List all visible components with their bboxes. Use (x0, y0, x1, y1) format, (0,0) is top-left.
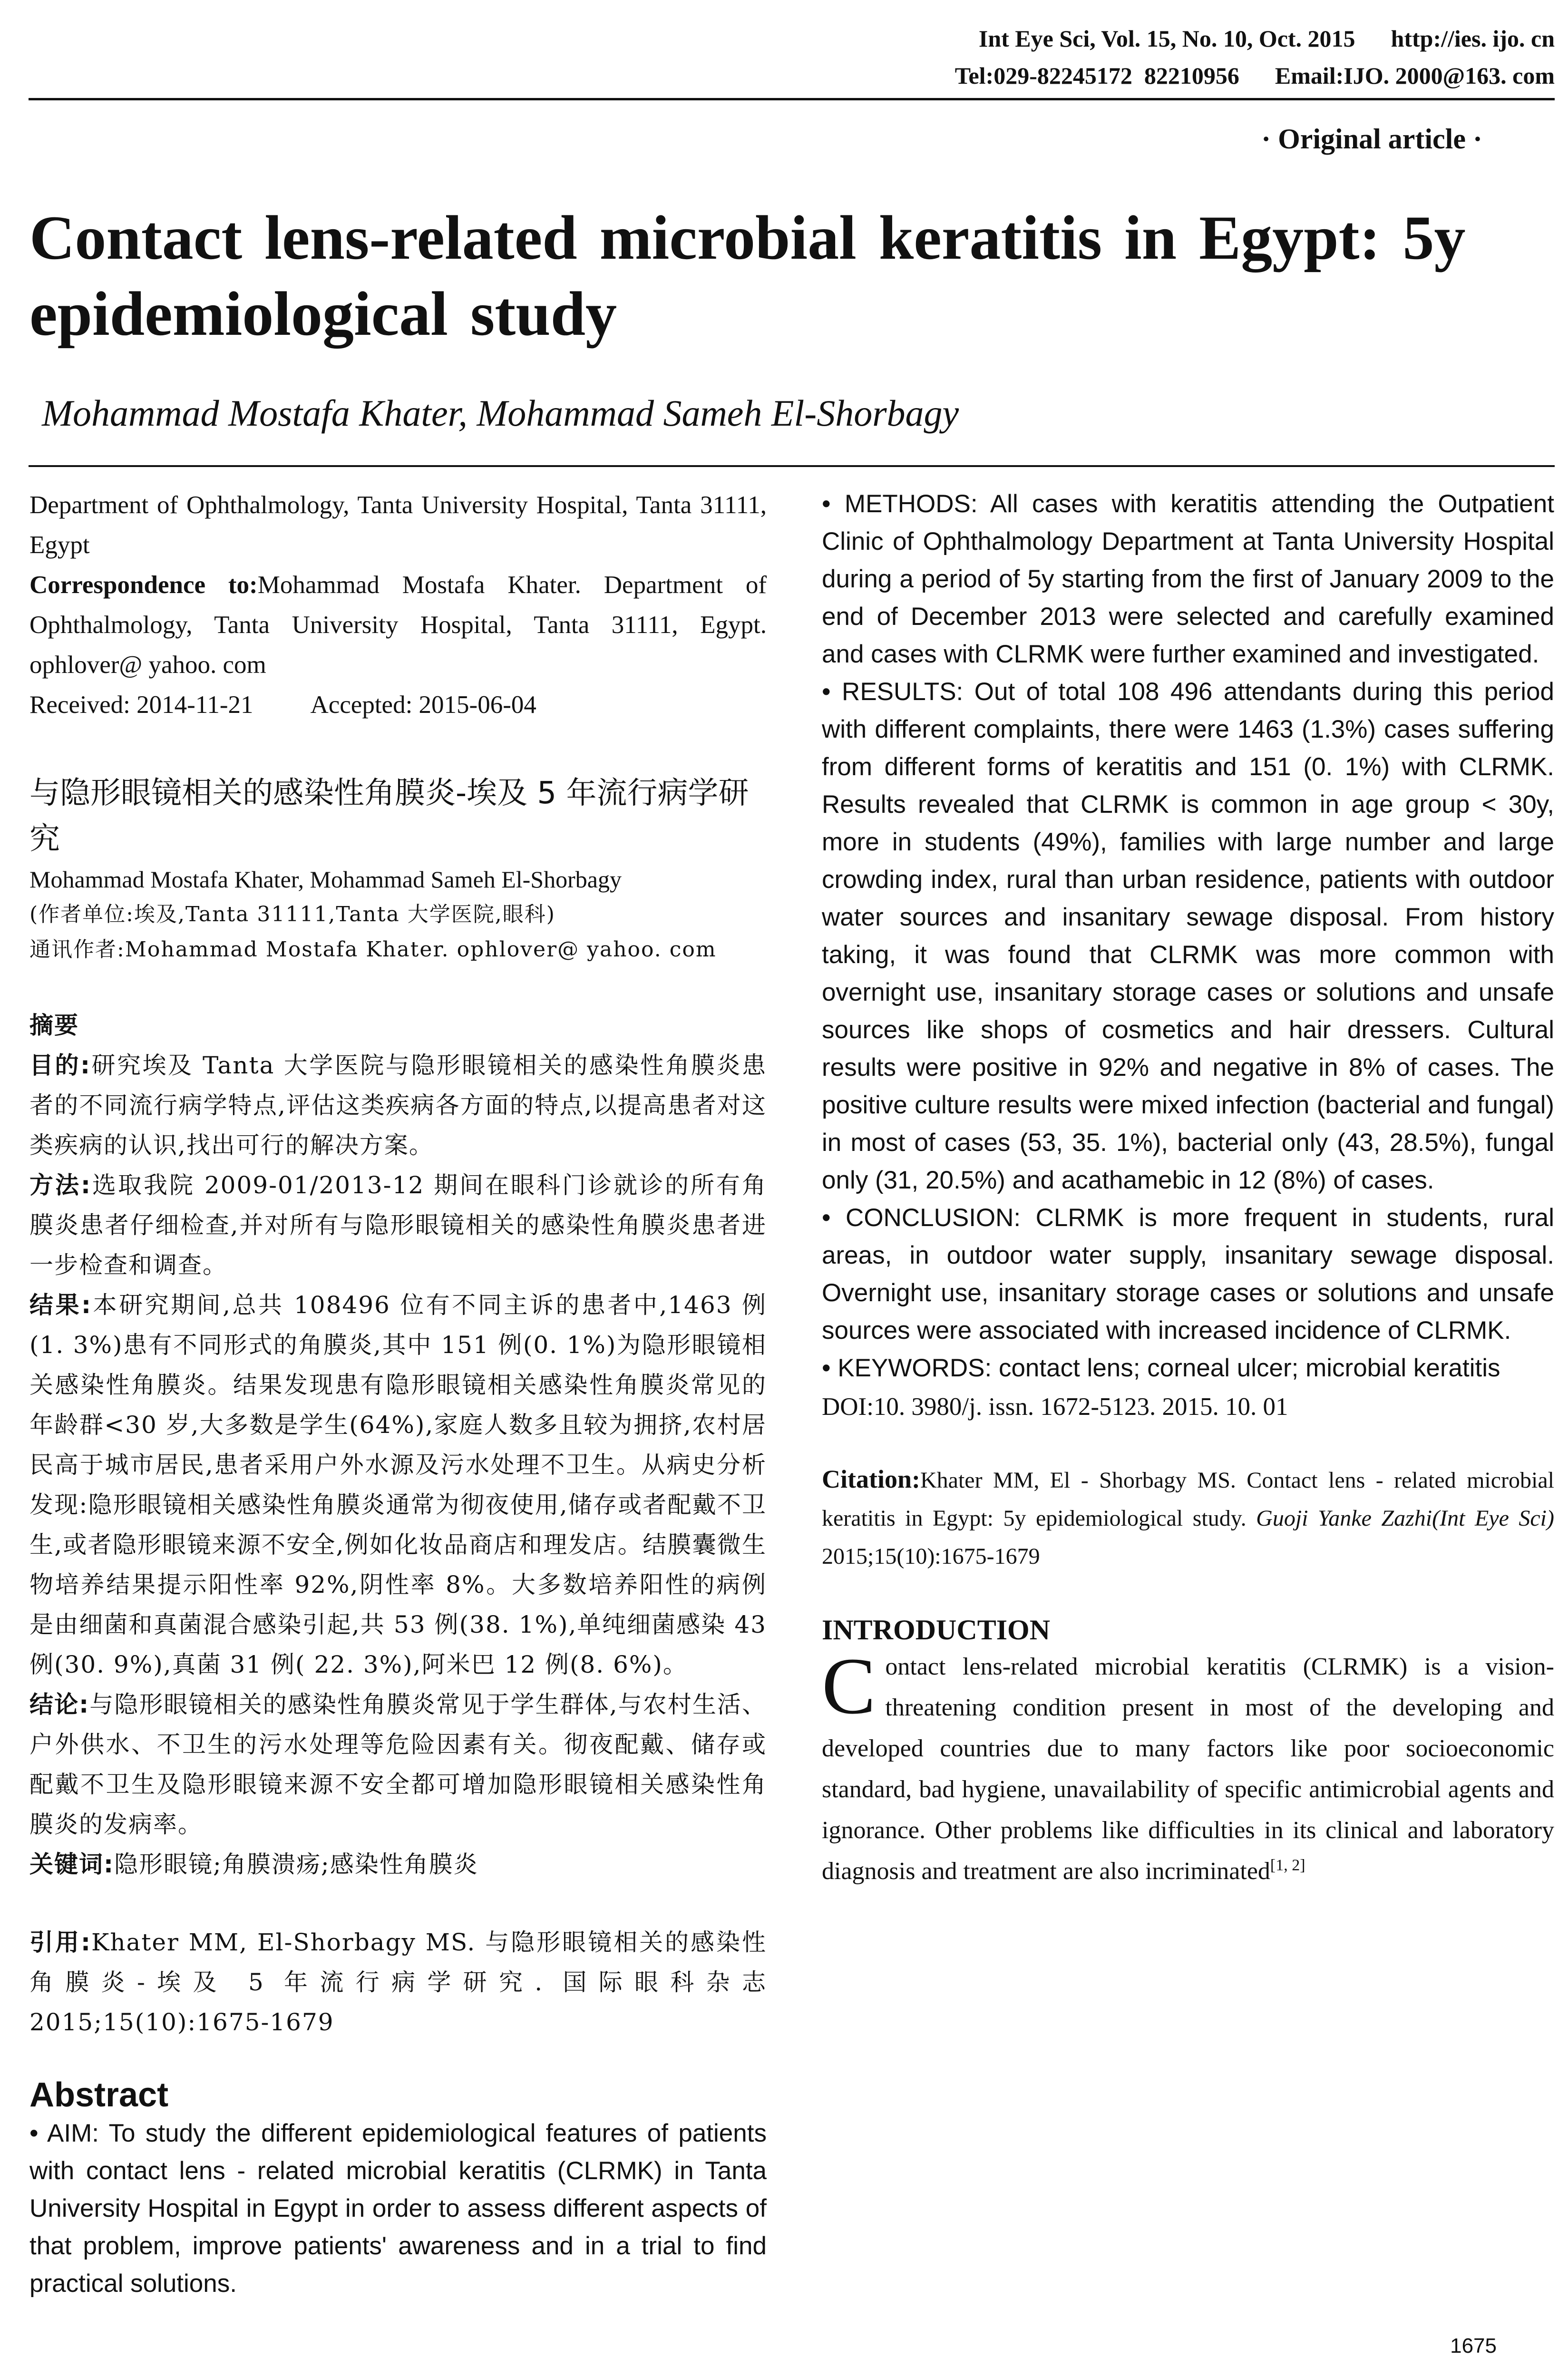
aim-text: To study the different epidemiological features of patients with contact lens - related microbial keratitis (CLRMK) in Tanta University Hospital in Egypt in order to assess different aspects of that problem, improve patients' awareness and in a trial to find practical solutions. (29, 2119, 767, 2298)
citation: Citation:Khater MM, El - Shorbagy MS. Contact lens - related microbial keratitis in Egypt: 5y epidemiological study. Guoji Yanke Zazhi(Int Eye Sci) 2015;15(10):1675-1679 (822, 1465, 1555, 1569)
dates (29, 685, 767, 725)
cn-citation-text: Khater MM, El-Shorbagy MS. 与隐形眼镜相关的感染性角膜炎-埃及 5 年流行病学研究. 国际眼科杂志 2015;15(10):1675-1679 (29, 1929, 767, 2036)
left-column (29, 485, 767, 2302)
journal-info: Int Eye Sci, Vol. 15, No. 10, Oct. 2015 (978, 25, 1355, 52)
keywords-label: • KEYWORDS: (822, 1354, 992, 1382)
methods-label: • METHODS: (822, 490, 978, 518)
cn-keywords-label: 关键词: (29, 1851, 114, 1878)
abstract-results (822, 673, 1554, 1199)
cn-results-text: 本研究期间,总共 108496 位有不同主诉的患者中,1463 例(1. 3%)患有不同形式的角膜炎,其中 151 例(0. 1%)为隐形眼镜相关感染性角膜炎。结果发现患有隐形眼镜相关感染性角膜炎常见的年龄群<30 岁,大多数是学生(64%),家庭人数多且较为拥挤,农村居民高于城市居民,患者采用户外水源及污水处理不卫生。从病史分析发现:隐形眼镜相关感染性角膜炎通常为彻夜使用,储存或者配戴不卫生,或者隐形眼镜来源不安全,例如化妆品商店和理发店。结膜囊微生物培养结果提示阳性率 92%,阴性率 8%。大多数培养阳性的病例是由细菌和真菌混合感染引起,共 53 例(38. 1%),单纯细菌感染 43 例(30. 9%),真菌 31 例( 22. 3%),阿米巴 12 例(8. 6%)。 (29, 1291, 767, 1678)
cn-authors: Mohammad Mostafa Khater, Mohammad Sameh El-Shorbagy (29, 866, 622, 893)
article-title: Contact lens-related microbial keratitis in Egypt: 5y epidemiological study (29, 203, 1466, 349)
authors: Mohammad Mostafa Khater, Mohammad Sameh El-Shorbagy (42, 392, 959, 434)
cn-results-label: 结果: (29, 1291, 92, 1319)
results-text: Out of total 108 496 attendants during this period with different complaints, there were 1463 (1.3%) cases suffering from different forms of keratitis and 151 (0. 1%) with CLRMK. Results revealed that CLRMK is common in age group < 30y, more in students (49%), families with large number and large crowding index, rural than urban residence, patients with outdoor water sources and insanitary sewage disposal. From history taking, it was found that CLRMK was more common with overnight use, insanitary storage cases or solutions and unsafe sources like shops of cosmetics and hair dressers. Cultural results were positive in 92% and negative in 8% of cases. The positive culture results were mixed infection (bacterial and fungal) in most of cases (53, 35. 1%), bacterial only (43, 28.5%), fungal only (31, 20.5%) and acathamebic in 12 (8%) of cases. (822, 678, 1554, 1194)
cn-results (29, 1285, 767, 1685)
received-date: Received: 2014-11-21 (29, 691, 253, 719)
cn-methods-label: 方法: (29, 1171, 91, 1199)
drop-cap: C (822, 1641, 876, 1731)
introduction-text (822, 1641, 1554, 1892)
header-rule (29, 98, 1555, 100)
cn-methods-text: 选取我院 2009-01/2013-12 期间在眼科门诊就诊的所有角膜炎患者仔细检查,并对所有与隐形眼镜相关的感染性角膜炎患者进一步检查和调查。 (29, 1171, 767, 1279)
introduction-body: ontact lens-related microbial keratitis (CLRMK) is a vision-threatening condition present in most of the developing and developed countries due to many factors like poor socioeconomic standard, bad hygiene, unavailability of specific antimicrobial agents and ignorance. Other problems like difficulties in its clinical and laboratory diagnosis and treatment are also incriminated (822, 1653, 1554, 1885)
cn-unit: (作者单位:埃及,Tanta 31111,Tanta 大学医院,眼科) (29, 902, 555, 926)
page-number: 1675 (1450, 2334, 1497, 2358)
cn-conclusion-label: 结论: (29, 1691, 90, 1718)
authors-rule (29, 465, 1555, 467)
cn-conclusion-text: 与隐形眼镜相关的感染性角膜炎常见于学生群体,与农村生活、户外供水、不卫生的污水处理等危险因素有关。彻夜配戴、储存或配戴不卫生及隐形眼镜来源不安全都可增加隐形眼镜相关感染性角膜炎的发病率。 (29, 1691, 767, 1838)
correspondence (29, 565, 767, 685)
citation-text: Khater MM, El - Shorbagy MS. Contact lens - related microbial keratitis in Egypt: 5y epidemiological study. (822, 1468, 1554, 1531)
section-type: · Original article · (1261, 123, 1482, 155)
reference-marker: [1, 2] (1270, 1856, 1305, 1874)
keywords-text: contact lens; corneal ulcer; microbial keratitis (998, 1354, 1500, 1382)
cn-objective-label: 目的: (29, 1052, 91, 1079)
conclusion-label: • CONCLUSION: (822, 1204, 1021, 1232)
cn-keywords (29, 1844, 767, 1884)
conclusion-text: CLRMK is more frequent in students, rural areas, in outdoor water supply, insanitary sewage disposal. Overnight use, insanitary storage cases or solutions and unsafe sources were associated with increased incidence of CLRMK. (822, 1204, 1554, 1344)
correspondence-label: Correspondence to: (29, 571, 258, 599)
cn-abstract-heading: 摘要 (29, 1012, 79, 1039)
cn-objective-text: 研究埃及 Tanta 大学医院与隐形眼镜相关的感染性角膜炎患者的不同流行病学特点,评估这类疾病各方面的特点,以提高患者对这类疾病的认识,找出可行的解决方案。 (29, 1052, 767, 1159)
abstract-heading: Abstract (29, 2076, 169, 2114)
journal-url: http://ies. ijo. cn (1391, 25, 1555, 52)
citation-journal-en: Int Eye Sci (1440, 1506, 1547, 1531)
citation-details: 2015;15(10):1675-1679 (822, 1544, 1040, 1569)
abstract-aim (29, 2114, 767, 2302)
cn-objective (29, 1045, 767, 1165)
methods-text: All cases with keratitis attending the Outpatient Clinic of Ophthalmology Department at Tanta University Hospital during a period of 5y starting from the first of January 2009 to the end of December 2013 were selected and carefully examined and cases with CLRMK were further examined and investigated. (822, 490, 1554, 668)
doi: DOI:10. 3980/j. issn. 1672-5123. 2015. 10. 01 (822, 1393, 1288, 1421)
accepted-date: Accepted: 2015-06-04 (310, 691, 536, 719)
cn-citation (29, 1922, 767, 2042)
citation-journal: Guoji Yanke Zazhi (1256, 1506, 1432, 1531)
cn-keywords-text: 隐形眼镜;角膜溃疡;感染性角膜炎 (114, 1851, 478, 1878)
cn-title: 与隐形眼镜相关的感染性角膜炎-埃及 5 年流行病学研究 (29, 776, 749, 857)
abstract-methods (822, 485, 1554, 673)
correspondence-text: Mohammad Mostafa Khater. Department of Ophthalmology, Tanta University Hospital, Tanta 31111, Egypt. ophlover@ yahoo. com (29, 571, 767, 679)
cn-methods (29, 1165, 767, 1285)
abstract-keywords (822, 1349, 1554, 1387)
affiliation: Department of Ophthalmology, Tanta University Hospital, Tanta 31111, Egypt (29, 491, 767, 559)
citation-label: Citation: (822, 1465, 920, 1493)
cn-citation-label: 引用: (29, 1929, 91, 1956)
cn-correspondence: 通讯作者:Mohammad Mostafa Khater. ophlover@ yahoo. com (29, 937, 717, 962)
running-header-line2 (955, 61, 1555, 90)
abstract-conclusion (822, 1199, 1554, 1349)
right-column (822, 485, 1554, 1892)
journal-phone: Tel:029-82245172 82210956 (954, 62, 1239, 89)
journal-email: Email:IJO. 2000@163. com (1275, 62, 1555, 89)
running-header-line1 (979, 24, 1555, 53)
aim-label: • AIM: (29, 2119, 99, 2147)
cn-conclusion (29, 1685, 767, 1844)
introduction-heading: INTRODUCTION (822, 1614, 1051, 1646)
results-label: • RESULTS: (822, 678, 964, 706)
